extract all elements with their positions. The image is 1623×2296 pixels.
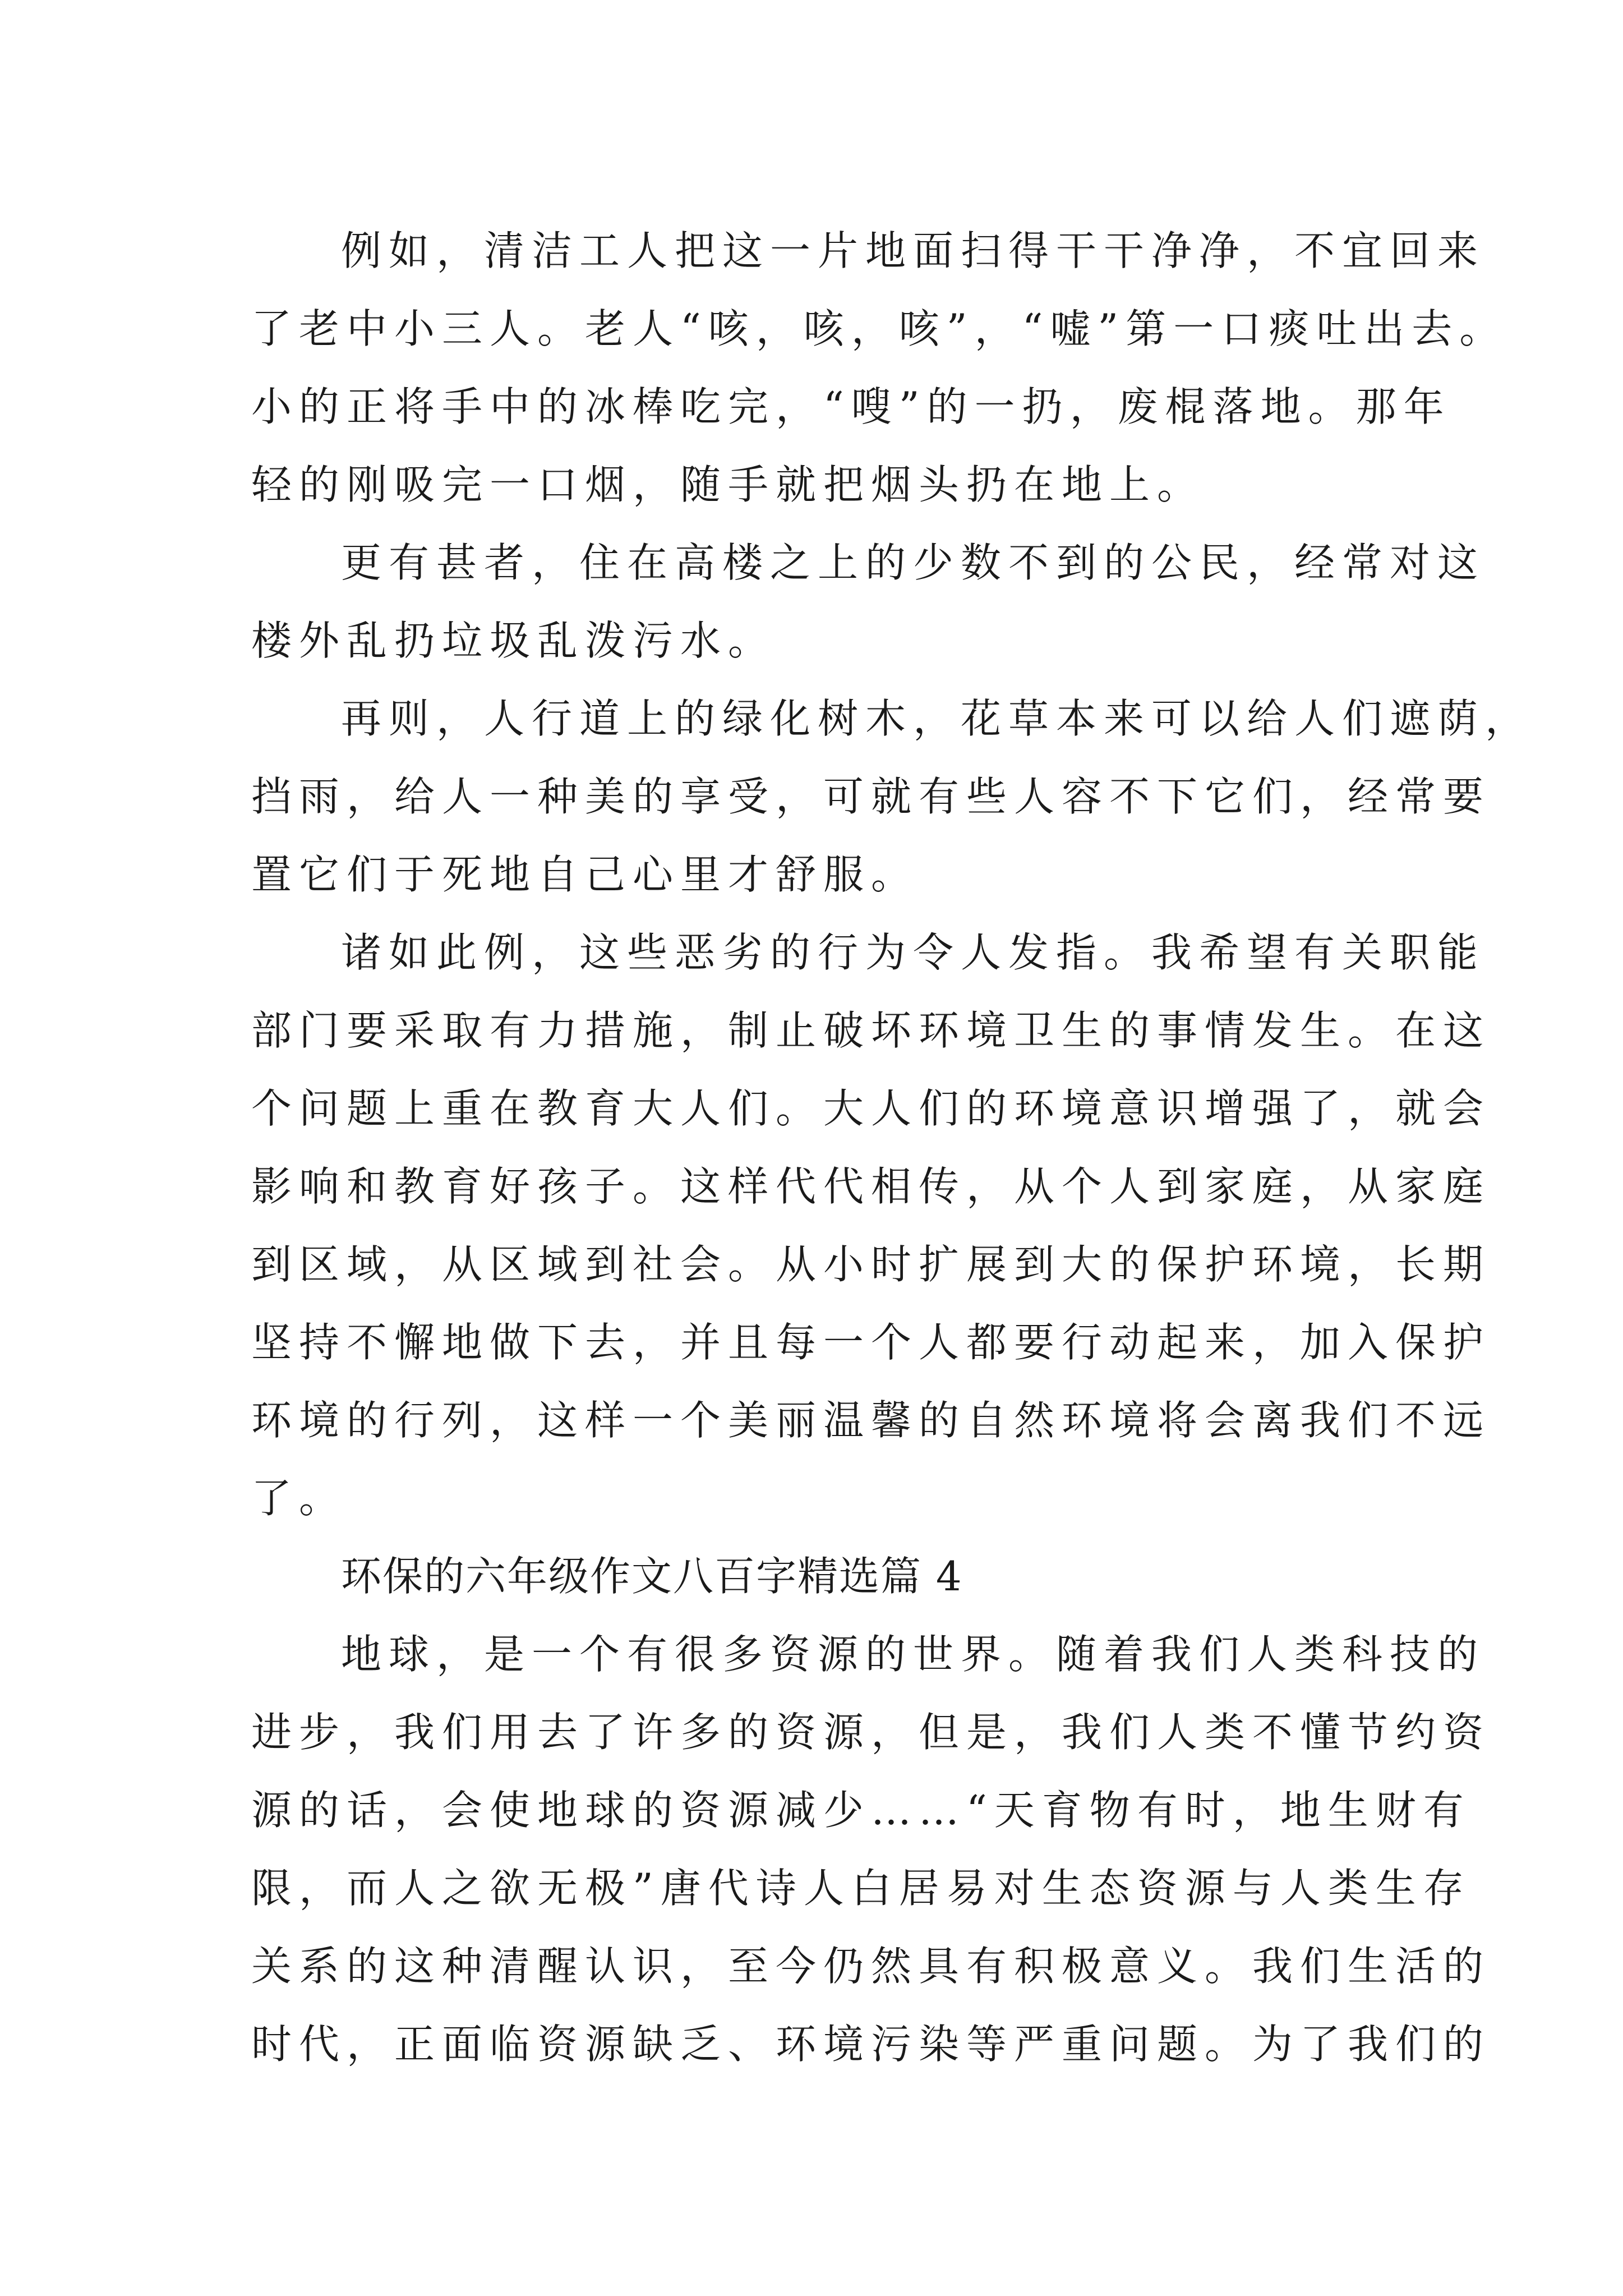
paragraph-line: 部门要采取有力措施，制止破坏环境卫生的事情发生。在这 (251, 1007, 1491, 1054)
paragraph-line: 关系的这种清醒认识，至今仍然具有积极意义。我们生活的 (251, 1943, 1491, 1990)
paragraph-line: 坚持不懈地做下去，并且每一个人都要行动起来，加入保护 (251, 1319, 1491, 1366)
paragraph-line: 楼外乱扔垃圾乱泼污水。 (251, 617, 776, 664)
paragraph-line: 再则，人行道上的绿化树木，花草本来可以给人们遮荫， (341, 695, 1533, 742)
paragraph-line: 诸如此例，这些恶劣的行为令人发指。我希望有关职能 (341, 929, 1486, 976)
paragraph-line: 环境的行列，这样一个美丽温馨的自然环境将会离我们不远 (251, 1397, 1491, 1444)
paragraph-line: 时代，正面临资源缺乏、环境污染等严重问题。为了我们的 (251, 2021, 1491, 2068)
paragraph-line: 挡雨，给人一种美的享受，可就有些人容不下它们，经常要 (251, 773, 1491, 820)
paragraph-line: 了老中小三人。老人“咳，咳，咳”，“嘘”第一口痰吐出去。 (251, 305, 1507, 352)
document-body (251, 212, 1533, 2083)
paragraph-line: 到区域，从区域到社会。从小时扩展到大的保护环境，长期 (251, 1241, 1491, 1288)
paragraph-line: 地球，是一个有很多资源的世界。随着我们人类科技的 (341, 1631, 1486, 1678)
paragraph-line: 例如，清洁工人把这一片地面扫得干干净净，不宜回来 (341, 227, 1486, 274)
paragraph-line: 轻的刚吸完一口烟，随手就把烟头扔在地上。 (251, 461, 1205, 508)
section-heading: 环保的六年级作文八百字精选篇 4 (341, 1553, 963, 1600)
paragraph-line: 个问题上重在教育大人们。大人们的环境意识增强了，就会 (251, 1085, 1491, 1132)
paragraph-line: 进步，我们用去了许多的资源，但是，我们人类不懂节约资 (251, 1709, 1491, 1756)
paragraph-line: 限，而人之欲无极”唐代诗人白居易对生态资源与人类生存 (251, 1865, 1471, 1912)
paragraph-line: 源的话，会使地球的资源减少……“天育物有时，地生财有 (251, 1787, 1471, 1834)
paragraph-line: 置它们于死地自己心里才舒服。 (251, 851, 919, 898)
paragraph-line: 小的正将手中的冰棒吃完，“嗖”的一扔，废棍落地。那年 (251, 383, 1451, 430)
paragraph-line: 影响和教育好孩子。这样代代相传，从个人到家庭，从家庭 (251, 1163, 1491, 1210)
paragraph-line: 了。 (251, 1475, 347, 1522)
paragraph-line: 更有甚者，住在高楼之上的少数不到的公民，经常对这 (341, 539, 1486, 586)
